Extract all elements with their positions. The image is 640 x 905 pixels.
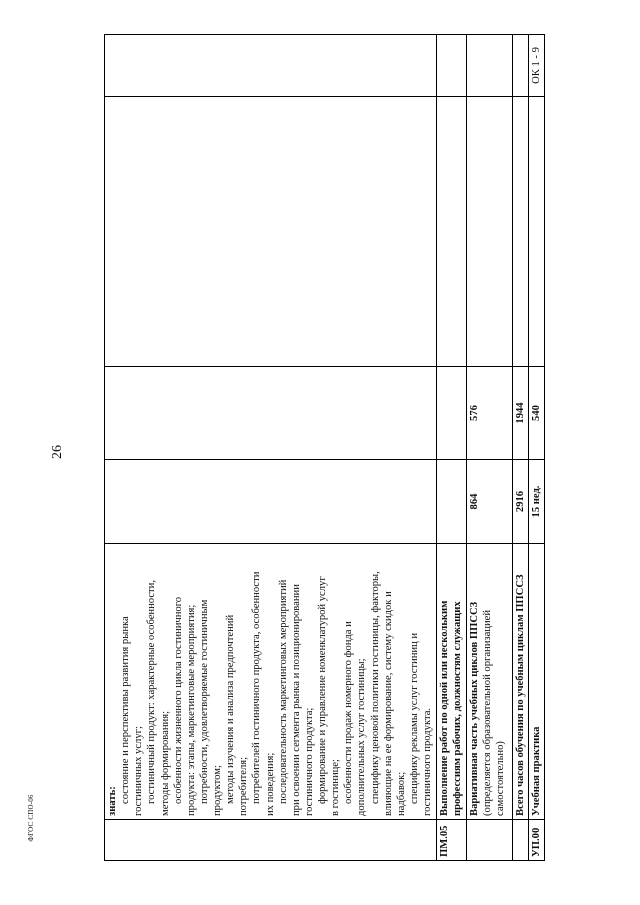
empty-cell [467,35,513,97]
footer-code: ФГОС СПО-06 [27,794,35,842]
knowledge-lines [119,547,434,816]
practice-code: УП.00 [529,820,545,861]
practice-weeks: 15 нед. [529,460,545,544]
practice-hours: 540 [529,367,545,460]
knowledge-line: надбавок; [395,771,407,816]
knowledge-heading: знать: [107,786,118,816]
knowledge-line: особенности жизненного цикла гостиничного [172,596,184,804]
empty-cell [437,97,467,367]
code-cell-empty [513,820,529,861]
empty-cell [105,97,437,367]
practice-competencies: ОК 1 - 9 [529,35,545,97]
knowledge-line: последовательность маркетинговых мероприятий [277,579,289,804]
pm05-code: ПМ.05 [437,820,467,861]
empty-cell [105,367,437,460]
variative-cell [467,544,513,820]
total-max-hours: 2916 [513,460,529,544]
knowledge-line: специфику ценовой политики гостиницы, факторы, [369,571,381,804]
empty-cell [513,97,529,367]
variative-note: (определяется образовательной организацией самостоятельно) [482,610,507,816]
empty-cell [529,97,545,367]
empty-cell [437,367,467,460]
empty-cell [467,97,513,367]
knowledge-line: продуктом; [212,765,223,816]
knowledge-line: методы формирования; [159,710,171,816]
knowledge-line: состояние и перспективы развития рынка [120,616,132,804]
knowledge-line: их поведения; [264,752,276,816]
knowledge-line: потребности, удовлетворяемые гостиничным [198,599,210,804]
knowledge-line: методы изучения и анализа предпочтений [225,614,237,804]
empty-cell [437,460,467,544]
knowledge-cell [105,544,437,820]
code-cell-empty [105,820,437,861]
table-row-knowledge [105,35,437,861]
variative-title: Вариативная часть учебных циклов ППССЗ [469,601,480,816]
knowledge-line: потребителей гостиничного продукта, особенности [251,571,263,804]
table-row-variative [467,35,513,861]
knowledge-line: гостиничного продукта; [303,707,315,816]
code-cell-empty [467,820,513,861]
knowledge-line: формирование и управление номенклатурой услуг [317,576,328,804]
rotated-table-container [104,35,574,861]
pm05-title: Выполнение работ по одной или нескольким профессиям рабочих, должностям служащих [437,544,467,820]
empty-cell [105,460,437,544]
total-title: Всего часов обучения по учебным циклам ППССЗ [513,544,529,820]
knowledge-line: при освоении сегмента рынка и позиционировании [290,584,302,816]
total-hours: 1944 [513,367,529,460]
knowledge-line: гостиничного продукта. [422,707,433,816]
knowledge-line: гостиничных услуг; [133,726,145,816]
knowledge-line: потребителя; [238,756,250,816]
knowledge-line: особенности продаж номерного фонда и [343,621,355,804]
knowledge-line: гостиничный продукт: характерные особенности, [146,580,158,804]
table-row-pm05 [437,35,467,861]
knowledge-line: продукта: этапы, маркетинговые мероприятия; [185,604,197,816]
knowledge-line: дополнительных услуг гостиницы; [356,658,368,816]
knowledge-line: специфику рекламы услуг гостиниц и [408,632,420,804]
empty-cell [513,35,529,97]
knowledge-line: влияющие на ее формирование, систему скидок и [382,591,394,816]
curriculum-table [104,34,545,861]
table-row-total [513,35,529,861]
page-number: 26 [50,445,65,459]
table-row-practice [529,35,545,861]
empty-cell [437,35,467,97]
practice-title: Учебная практика [529,544,545,820]
knowledge-line: в гостинице; [330,759,342,816]
variative-max-hours: 864 [467,460,513,544]
variative-hours: 576 [467,367,513,460]
empty-cell [105,35,437,97]
